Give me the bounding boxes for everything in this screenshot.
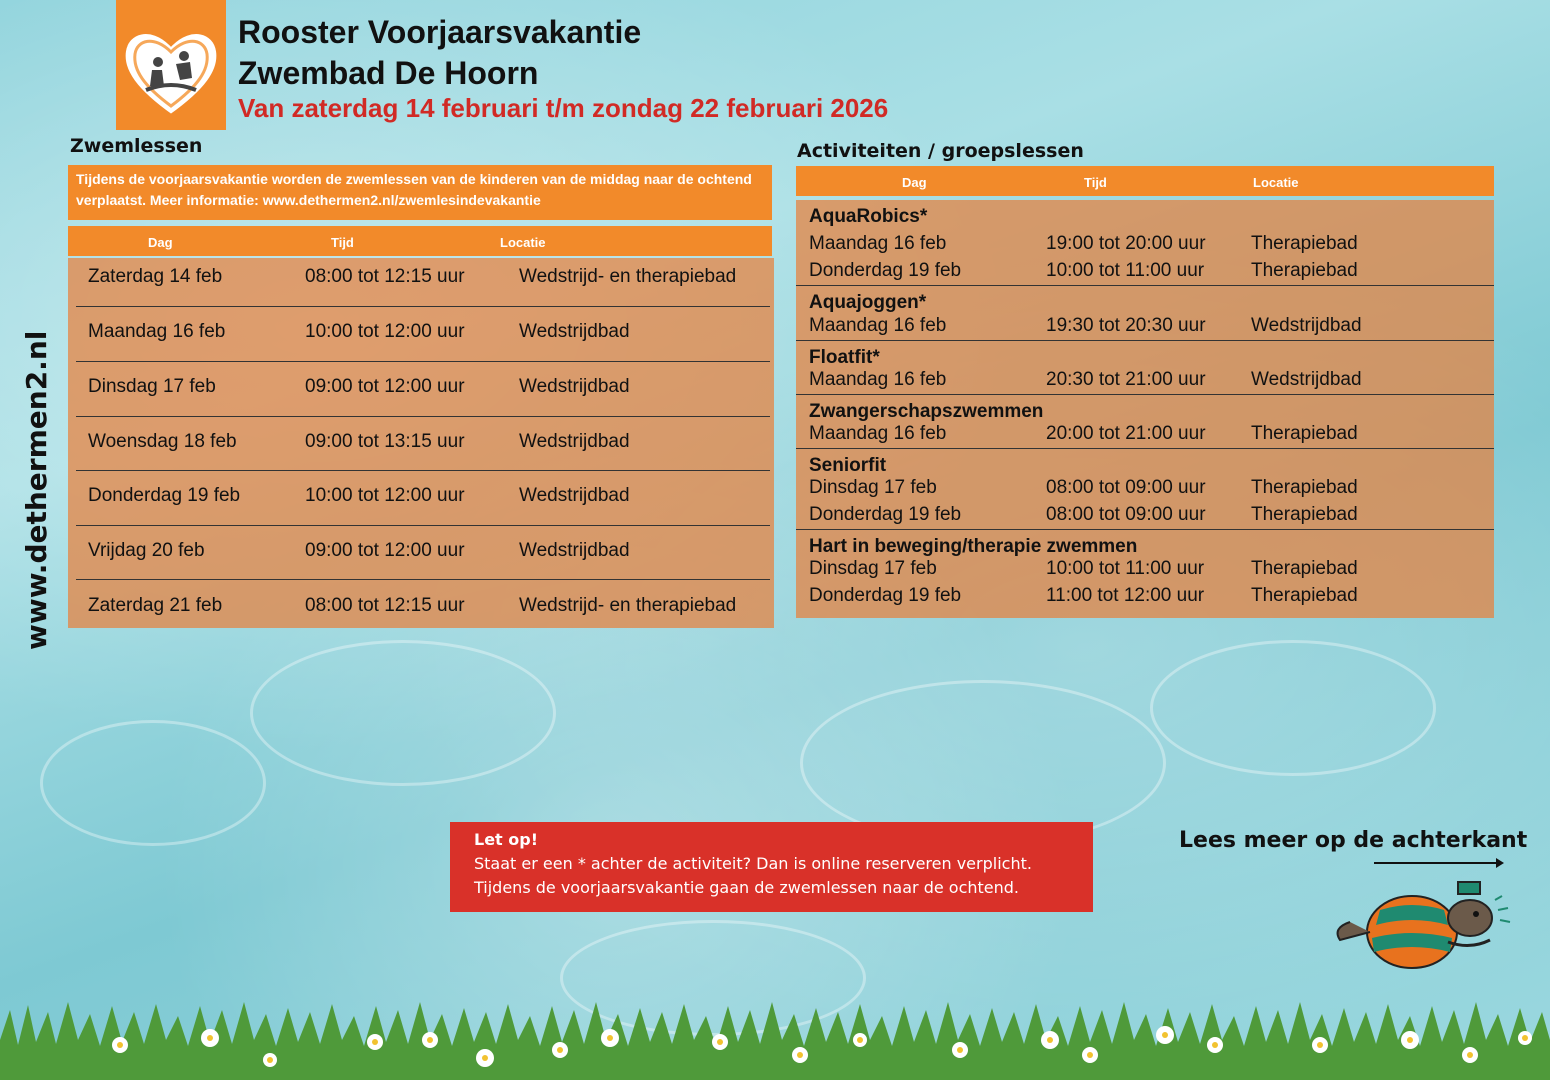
- water-ripple: [250, 640, 556, 786]
- col-tijd: Tijd: [331, 235, 354, 250]
- notice-heading: Let op!: [474, 830, 539, 849]
- page-title: Rooster Voorjaarsvakantie: [238, 14, 642, 50]
- activity-name: AquaRobics*: [809, 206, 928, 227]
- col-locatie: Locatie: [500, 235, 546, 250]
- activity-name: Zwangerschapszwemmen: [809, 401, 1044, 422]
- table-row: Woensdag 18 feb 09:00 tot 13:15 uur Wedstrijdbad: [76, 423, 770, 471]
- water-ripple: [40, 720, 266, 846]
- lessons-info: Tijdens de voorjaarsvakantie worden de zwemlessen van de kinderen van de middag naar de ochtend verplaatst. Meer informatie: www.dethermen2.nl/zwemlesindevakantie: [68, 165, 772, 220]
- activity-name: Floatfit*: [809, 347, 880, 368]
- table-row: Vrijdag 20 feb 09:00 tot 12:00 uur Wedstrijdbad: [76, 532, 770, 580]
- activities-header: [796, 166, 1494, 196]
- col-dag: Dag: [148, 235, 173, 250]
- lessons-header: [68, 226, 772, 256]
- arrow-right-icon: [1374, 862, 1502, 864]
- activity-name: Seniorfit: [809, 455, 887, 476]
- col-locatie: Locatie: [1253, 175, 1299, 190]
- lessons-table: [68, 258, 774, 628]
- date-range: Van zaterdag 14 februari t/m zondag 22 februari 2026: [238, 93, 889, 123]
- grass-decoration: [0, 1000, 1550, 1080]
- table-row: Zaterdag 21 feb 08:00 tot 12:15 uur Wedstrijd- en therapiebad: [88, 595, 737, 616]
- activity-group: Floatfit* Maandag 16 feb 20:30 tot 21:00 uur Wedstrijdbad: [796, 341, 1494, 395]
- table-row: Maandag 16 feb 10:00 tot 12:00 uur Wedstrijdbad: [76, 313, 770, 362]
- col-dag: Dag: [902, 175, 927, 190]
- table-row: Zaterdag 14 feb 08:00 tot 12:15 uur Wedstrijd- en therapiebad: [76, 258, 770, 307]
- water-ripple: [1150, 640, 1436, 776]
- activity-group: Seniorfit Dinsdag 17 feb 08:00 tot 09:00 uur Therapiebad Donderdag 19 feb 08:00 tot 09:00 uur Therapiebad: [796, 449, 1494, 530]
- website-url[interactable]: www.dethermen2.nl: [20, 330, 53, 650]
- activity-name: Hart in beweging/therapie zwemmen: [809, 536, 1138, 557]
- activities-table: [796, 200, 1494, 618]
- swimming-seal-mascot: [1330, 870, 1515, 980]
- col-tijd: Tijd: [1084, 175, 1107, 190]
- activity-group: Aquajoggen* Maandag 16 feb 19:30 tot 20:30 uur Wedstrijdbad: [796, 286, 1494, 341]
- notice-line: Staat er een * achter de activiteit? Dan is online reserveren verplicht.: [474, 854, 1032, 873]
- table-row: Donderdag 19 feb 10:00 tot 12:00 uur Wedstrijdbad: [76, 477, 770, 526]
- pool-name: Zwembad De Hoorn: [238, 55, 539, 91]
- notice-box: [450, 822, 1093, 912]
- activity-group: Zwangerschapszwemmen Maandag 16 feb 20:00 tot 21:00 uur Therapiebad: [796, 395, 1494, 449]
- lessons-title: Zwemlessen: [70, 135, 203, 157]
- activity-group: Hart in beweging/therapie zwemmen Dinsdag 17 feb 10:00 tot 11:00 uur Therapiebad Donderdag 19 feb 11:00 tot 12:00 uur Therapiebad: [809, 536, 1358, 606]
- activity-name: Aquajoggen*: [809, 292, 927, 313]
- activity-group: AquaRobics* Maandag 16 feb 19:00 tot 20:00 uur Therapiebad Donderdag 19 feb 10:00 tot 11:00 uur Therapiebad: [796, 200, 1494, 286]
- heart-swimmers-logo: [116, 16, 226, 126]
- activities-title: Activiteiten / groepslessen: [797, 140, 1084, 162]
- table-row: Dinsdag 17 feb 09:00 tot 12:00 uur Wedstrijdbad: [76, 368, 770, 417]
- notice-line: Tijdens de voorjaarsvakantie gaan de zwemlessen naar de ochtend.: [474, 878, 1020, 897]
- read-more-text: Lees meer op de achterkant: [1179, 828, 1528, 853]
